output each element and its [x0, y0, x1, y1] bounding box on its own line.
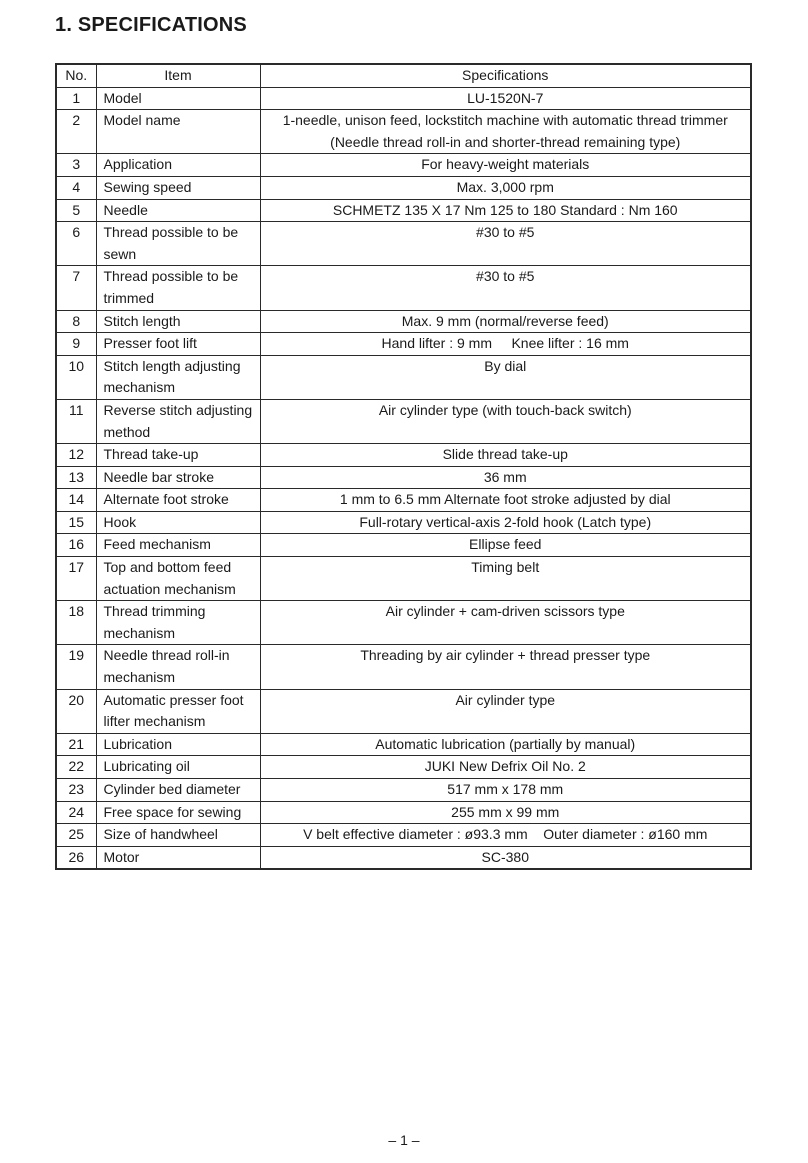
specification-line: SCHMETZ 135 X 17 Nm 125 to 180 Standard : Nm 160	[332, 201, 678, 218]
row-number: 1	[56, 87, 96, 110]
row-specification	[260, 310, 751, 333]
table-row	[56, 154, 751, 177]
specification-line: Air cylinder type (with touch-back switch)	[378, 401, 632, 418]
specification-line: Ellipse feed	[469, 536, 542, 553]
table-row	[56, 444, 751, 467]
row-specification	[260, 824, 751, 847]
row-item: Lubricating oil	[96, 756, 260, 779]
row-specification	[260, 489, 751, 512]
row-number: 16	[56, 534, 96, 557]
row-number: 22	[56, 756, 96, 779]
row-number: 26	[56, 846, 96, 869]
row-number: 14	[56, 489, 96, 512]
row-specification	[260, 779, 751, 802]
table-row	[56, 266, 751, 310]
row-specification	[260, 511, 751, 534]
specification-line: Timing belt	[471, 559, 540, 576]
row-number: 20	[56, 689, 96, 733]
row-number: 7	[56, 266, 96, 310]
header-specifications: Specifications	[260, 64, 751, 87]
row-specification	[260, 689, 751, 733]
row-number: 25	[56, 824, 96, 847]
row-item: Automatic presser foot lifter mechanism	[96, 689, 260, 733]
table-row	[56, 399, 751, 443]
row-item: Thread take-up	[96, 444, 260, 467]
row-item: Needle	[96, 199, 260, 222]
row-number: 9	[56, 333, 96, 356]
row-specification	[260, 756, 751, 779]
row-item: Stitch length	[96, 310, 260, 333]
row-number: 24	[56, 801, 96, 824]
table-row	[56, 355, 751, 399]
row-item: Size of handwheel	[96, 824, 260, 847]
specification-line: Air cylinder + cam-driven scissors type	[385, 603, 625, 620]
row-number: 3	[56, 154, 96, 177]
row-item: Model	[96, 87, 260, 110]
specification-line: 1 mm to 6.5 mm Alternate foot stroke adjusted by dial	[339, 491, 671, 508]
row-specification	[260, 466, 751, 489]
row-specification	[260, 846, 751, 869]
row-number: 6	[56, 222, 96, 266]
row-specification	[260, 176, 751, 199]
row-specification	[260, 222, 751, 266]
specification-line: Hand lifter : 9 mm Knee lifter : 16 mm	[381, 335, 629, 352]
row-specification	[260, 110, 751, 154]
row-specification	[260, 266, 751, 310]
table-row	[56, 466, 751, 489]
header-item: Item	[96, 64, 260, 87]
row-item: Cylinder bed diameter	[96, 779, 260, 802]
specification-line: 36 mm	[483, 468, 527, 485]
row-item: Reverse stitch adjusting method	[96, 399, 260, 443]
table-row	[56, 733, 751, 756]
row-item: Motor	[96, 846, 260, 869]
specification-line: Air cylinder type	[455, 691, 556, 708]
row-item: Needle thread roll-in mechanism	[96, 645, 260, 689]
row-specification	[260, 399, 751, 443]
row-item: Alternate foot stroke	[96, 489, 260, 512]
row-item: Sewing speed	[96, 176, 260, 199]
row-specification	[260, 87, 751, 110]
table-row	[56, 333, 751, 356]
row-number: 23	[56, 779, 96, 802]
table-row	[56, 689, 751, 733]
row-number: 17	[56, 557, 96, 601]
specification-line: V belt effective diameter : ø93.3 mm Outer diameter : ø160 mm	[303, 826, 708, 843]
table-header-row	[56, 64, 751, 87]
row-item: Stitch length adjusting mechanism	[96, 355, 260, 399]
row-specification	[260, 333, 751, 356]
table-row	[56, 824, 751, 847]
row-specification	[260, 601, 751, 645]
specification-line: Max. 9 mm (normal/reverse feed)	[401, 312, 609, 329]
specification-line: Full-rotary vertical-axis 2-fold hook (Latch type)	[359, 513, 652, 530]
row-item: Feed mechanism	[96, 534, 260, 557]
row-number: 5	[56, 199, 96, 222]
specification-line: Slide thread take-up	[442, 446, 568, 463]
table-row	[56, 310, 751, 333]
row-item: Model name	[96, 110, 260, 154]
specification-line: For heavy-weight materials	[421, 156, 590, 173]
specification-line: 517 mm x 178 mm	[447, 781, 564, 797]
row-item: Hook	[96, 511, 260, 534]
table-row	[56, 557, 751, 601]
table-row	[56, 110, 751, 154]
row-specification	[260, 557, 751, 601]
row-number: 11	[56, 399, 96, 443]
specification-line: LU-1520N-7	[467, 89, 544, 106]
row-item: Needle bar stroke	[96, 466, 260, 489]
row-specification	[260, 154, 751, 177]
row-number: 8	[56, 310, 96, 333]
row-number: 13	[56, 466, 96, 489]
page-number: – 1 –	[388, 1132, 420, 1148]
table-row	[56, 779, 751, 802]
row-specification	[260, 444, 751, 467]
specifications-table	[55, 63, 752, 870]
row-number: 21	[56, 733, 96, 756]
specification-line: JUKI New Defrix Oil No. 2	[424, 758, 586, 775]
specification-line: Threading by air cylinder + thread presser type	[360, 647, 651, 664]
page-title: 1. SPECIFICATIONS	[55, 14, 247, 36]
row-item: Free space for sewing	[96, 801, 260, 824]
specification-line: (Needle thread roll-in and shorter-thread remaining type)	[330, 133, 681, 150]
specification-line: 255 mm x 99 mm	[451, 803, 560, 820]
table-body	[56, 87, 751, 869]
row-specification	[260, 534, 751, 557]
specification-line: #30 to #5	[476, 268, 535, 285]
row-item: Thread possible to be sewn	[96, 222, 260, 266]
row-item: Thread trimming mechanism	[96, 601, 260, 645]
row-specification	[260, 733, 751, 756]
row-number: 18	[56, 601, 96, 645]
specification-line: SC-380	[481, 848, 529, 865]
row-item: Thread possible to be trimmed	[96, 266, 260, 310]
row-specification	[260, 801, 751, 824]
row-number: 2	[56, 110, 96, 154]
specification-line: Max. 3,000 rpm	[456, 178, 554, 195]
row-item: Lubrication	[96, 733, 260, 756]
row-specification	[260, 645, 751, 689]
table-row	[56, 222, 751, 266]
row-item: Top and bottom feed actuation mechanism	[96, 557, 260, 601]
row-number: 12	[56, 444, 96, 467]
row-number: 10	[56, 355, 96, 399]
row-specification	[260, 355, 751, 399]
table-row	[56, 801, 751, 824]
table-row	[56, 534, 751, 557]
table-row	[56, 846, 751, 869]
table-row	[56, 199, 751, 222]
row-number: 15	[56, 511, 96, 534]
specification-line: By dial	[484, 357, 527, 374]
table-row	[56, 756, 751, 779]
row-number: 19	[56, 645, 96, 689]
row-item: Presser foot lift	[96, 333, 260, 356]
table-row	[56, 511, 751, 534]
specification-line: Automatic lubrication (partially by manual)	[375, 735, 636, 752]
row-item: Application	[96, 154, 260, 177]
table-row	[56, 601, 751, 645]
table-row	[56, 489, 751, 512]
header-no: No.	[56, 64, 96, 87]
table-row	[56, 176, 751, 199]
row-number: 4	[56, 176, 96, 199]
specification-line: 1-needle, unison feed, lockstitch machine with automatic thread trimmer	[282, 112, 728, 129]
row-specification	[260, 199, 751, 222]
table-row	[56, 87, 751, 110]
table-row	[56, 645, 751, 689]
specification-line: #30 to #5	[476, 224, 535, 241]
